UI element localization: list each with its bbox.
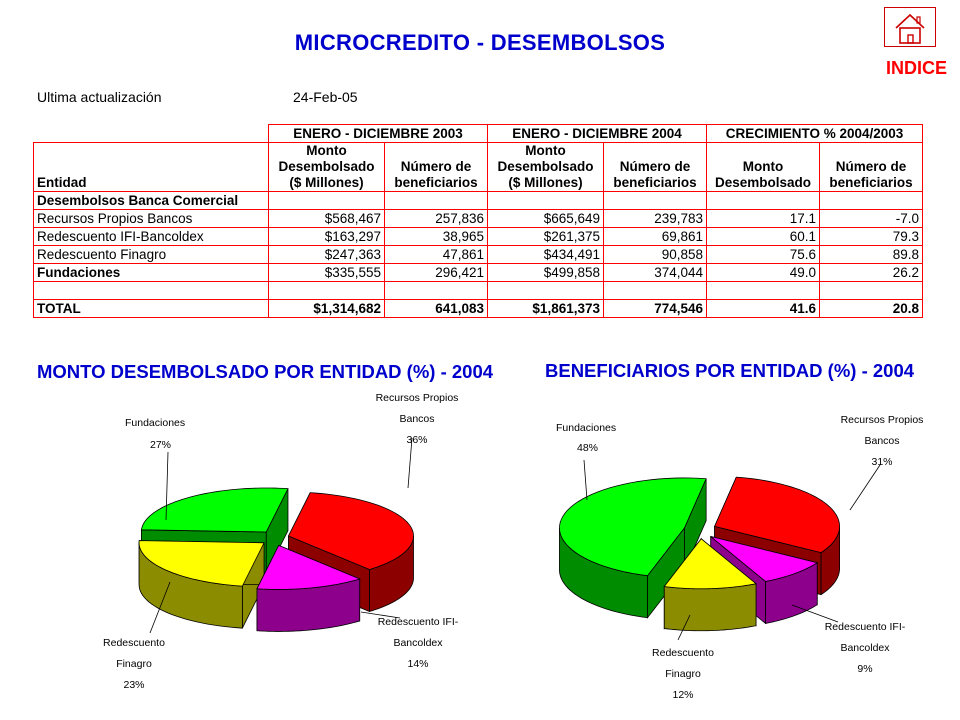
update-label: Ultima actualización: [37, 89, 162, 105]
label-recursos-propios: Recursos Propios: [840, 414, 924, 426]
table-row: [34, 246, 923, 264]
cell-benef-2004: 90,858: [604, 246, 707, 264]
label-finagro-2: Finagro: [665, 668, 701, 680]
col-header-monto-growth: Monto Desembolsado: [707, 143, 820, 192]
label-fundaciones-pct: 48%: [577, 442, 599, 454]
cell-benef-2003: 47,861: [385, 246, 488, 264]
cell-growth-monto: 41.6: [707, 300, 820, 318]
cell-growth-benef: 26.2: [820, 264, 923, 282]
group-2003: ENERO - DICIEMBRE 2003: [269, 125, 488, 143]
cell-entidad: Redescuento Finagro: [34, 246, 269, 264]
label-recursos-propios-pct: 36%: [406, 434, 428, 446]
col-header-monto-2003: Monto Desembolsado ($ Millones): [269, 143, 385, 192]
label-recursos-propios: Recursos Propios: [375, 392, 459, 404]
cell-monto-2004: $499,858: [488, 264, 604, 282]
cell-monto-2004: $665,649: [488, 210, 604, 228]
label-ifi-2: Bancoldex: [840, 642, 890, 654]
cell-monto-2003: $1,314,682: [269, 300, 385, 318]
indice-link[interactable]: INDICE: [886, 58, 948, 78]
cell-entidad: Redescuento IFI-Bancoldex: [34, 228, 269, 246]
section-label: Desembolsos Banca Comercial: [34, 192, 269, 210]
pie-slice-finagro: [139, 541, 264, 628]
pie-chart-beneficiarios: [520, 390, 940, 710]
page-title: MICROCREDITO - DESEMBOLSOS: [294, 30, 666, 55]
cell-growth-benef: -7.0: [820, 210, 923, 228]
table-corner: [34, 125, 269, 143]
label-ifi-pct: 14%: [407, 658, 429, 670]
label-finagro: Redescuento: [103, 637, 165, 649]
section-row: [34, 192, 923, 210]
label-recursos-propios-pct: 31%: [871, 456, 893, 468]
cell-growth-monto: 75.6: [707, 246, 820, 264]
label-recursos-propios-2: Bancos: [864, 435, 900, 447]
cell-benef-2003: 257,836: [385, 210, 488, 228]
cell-benef-2004: 774,546: [604, 300, 707, 318]
label-finagro-pct: 12%: [672, 689, 694, 701]
label-fundaciones: Fundaciones: [556, 422, 617, 434]
col-header-benef-growth: Número de beneficiarios: [820, 143, 923, 192]
cell-monto-2003: $568,467: [269, 210, 385, 228]
chart-title-beneficiarios: BENEFICIARIOS POR ENTIDAD (%) - 2004: [545, 360, 915, 381]
cell-benef-2003: 641,083: [385, 300, 488, 318]
spacer-row: [34, 282, 923, 300]
cell-benef-2003: 38,965: [385, 228, 488, 246]
cell-growth-monto: 17.1: [707, 210, 820, 228]
cell-entidad: Fundaciones: [34, 264, 269, 282]
cell-entidad: Recursos Propios Bancos: [34, 210, 269, 228]
cell-benef-2004: 239,783: [604, 210, 707, 228]
group-growth: CRECIMIENTO % 2004/2003: [707, 125, 923, 143]
cell-monto-2004: $261,375: [488, 228, 604, 246]
col-header-benef-2004: Número de beneficiarios: [604, 143, 707, 192]
table-row: [34, 228, 923, 246]
cell-benef-2004: 374,044: [604, 264, 707, 282]
cell-monto-2003: $335,555: [269, 264, 385, 282]
label-finagro: Redescuento: [652, 647, 714, 659]
home-button[interactable]: [884, 7, 936, 47]
cell-monto-2003: $163,297: [269, 228, 385, 246]
label-finagro-2: Finagro: [116, 658, 152, 670]
home-icon: [885, 8, 935, 46]
label-ifi-2: Bancoldex: [393, 637, 443, 649]
table-group-header-row: [34, 125, 923, 143]
table-header-row: [34, 143, 923, 192]
label-ifi: Redescuento IFI-: [824, 621, 906, 633]
cell-monto-2004: $434,491: [488, 246, 604, 264]
cell-growth-benef: 79.3: [820, 228, 923, 246]
disbursements-table: [33, 124, 923, 318]
col-header-monto-2004: Monto Desembolsado ($ Millones): [488, 143, 604, 192]
cell-benef-2003: 296,421: [385, 264, 488, 282]
col-header-benef-2003: Número de beneficiarios: [385, 143, 488, 192]
label-ifi: Redescuento IFI-: [377, 616, 459, 628]
cell-entidad: TOTAL: [34, 300, 269, 318]
cell-monto-2004: $1,861,373: [488, 300, 604, 318]
table-row: [34, 210, 923, 228]
label-ifi-pct: 9%: [857, 663, 873, 675]
label-finagro-pct: 23%: [123, 679, 145, 691]
cell-growth-benef: 20.8: [820, 300, 923, 318]
cell-growth-monto: 49.0: [707, 264, 820, 282]
pie-chart-monto: [70, 390, 490, 710]
cell-benef-2004: 69,861: [604, 228, 707, 246]
cell-growth-monto: 60.1: [707, 228, 820, 246]
table-row: [34, 264, 923, 282]
label-fundaciones: Fundaciones: [125, 417, 186, 429]
col-header-entidad: Entidad: [34, 143, 269, 192]
cell-monto-2003: $247,363: [269, 246, 385, 264]
label-recursos-propios-2: Bancos: [399, 413, 435, 425]
cell-growth-benef: 89.8: [820, 246, 923, 264]
chart-title-monto: MONTO DESEMBOLSADO POR ENTIDAD (%) - 2004: [37, 361, 494, 382]
group-2004: ENERO - DICIEMBRE 2004: [488, 125, 707, 143]
label-fundaciones-pct: 27%: [150, 439, 172, 451]
update-date: 24-Feb-05: [293, 89, 358, 105]
total-row: [34, 300, 923, 318]
